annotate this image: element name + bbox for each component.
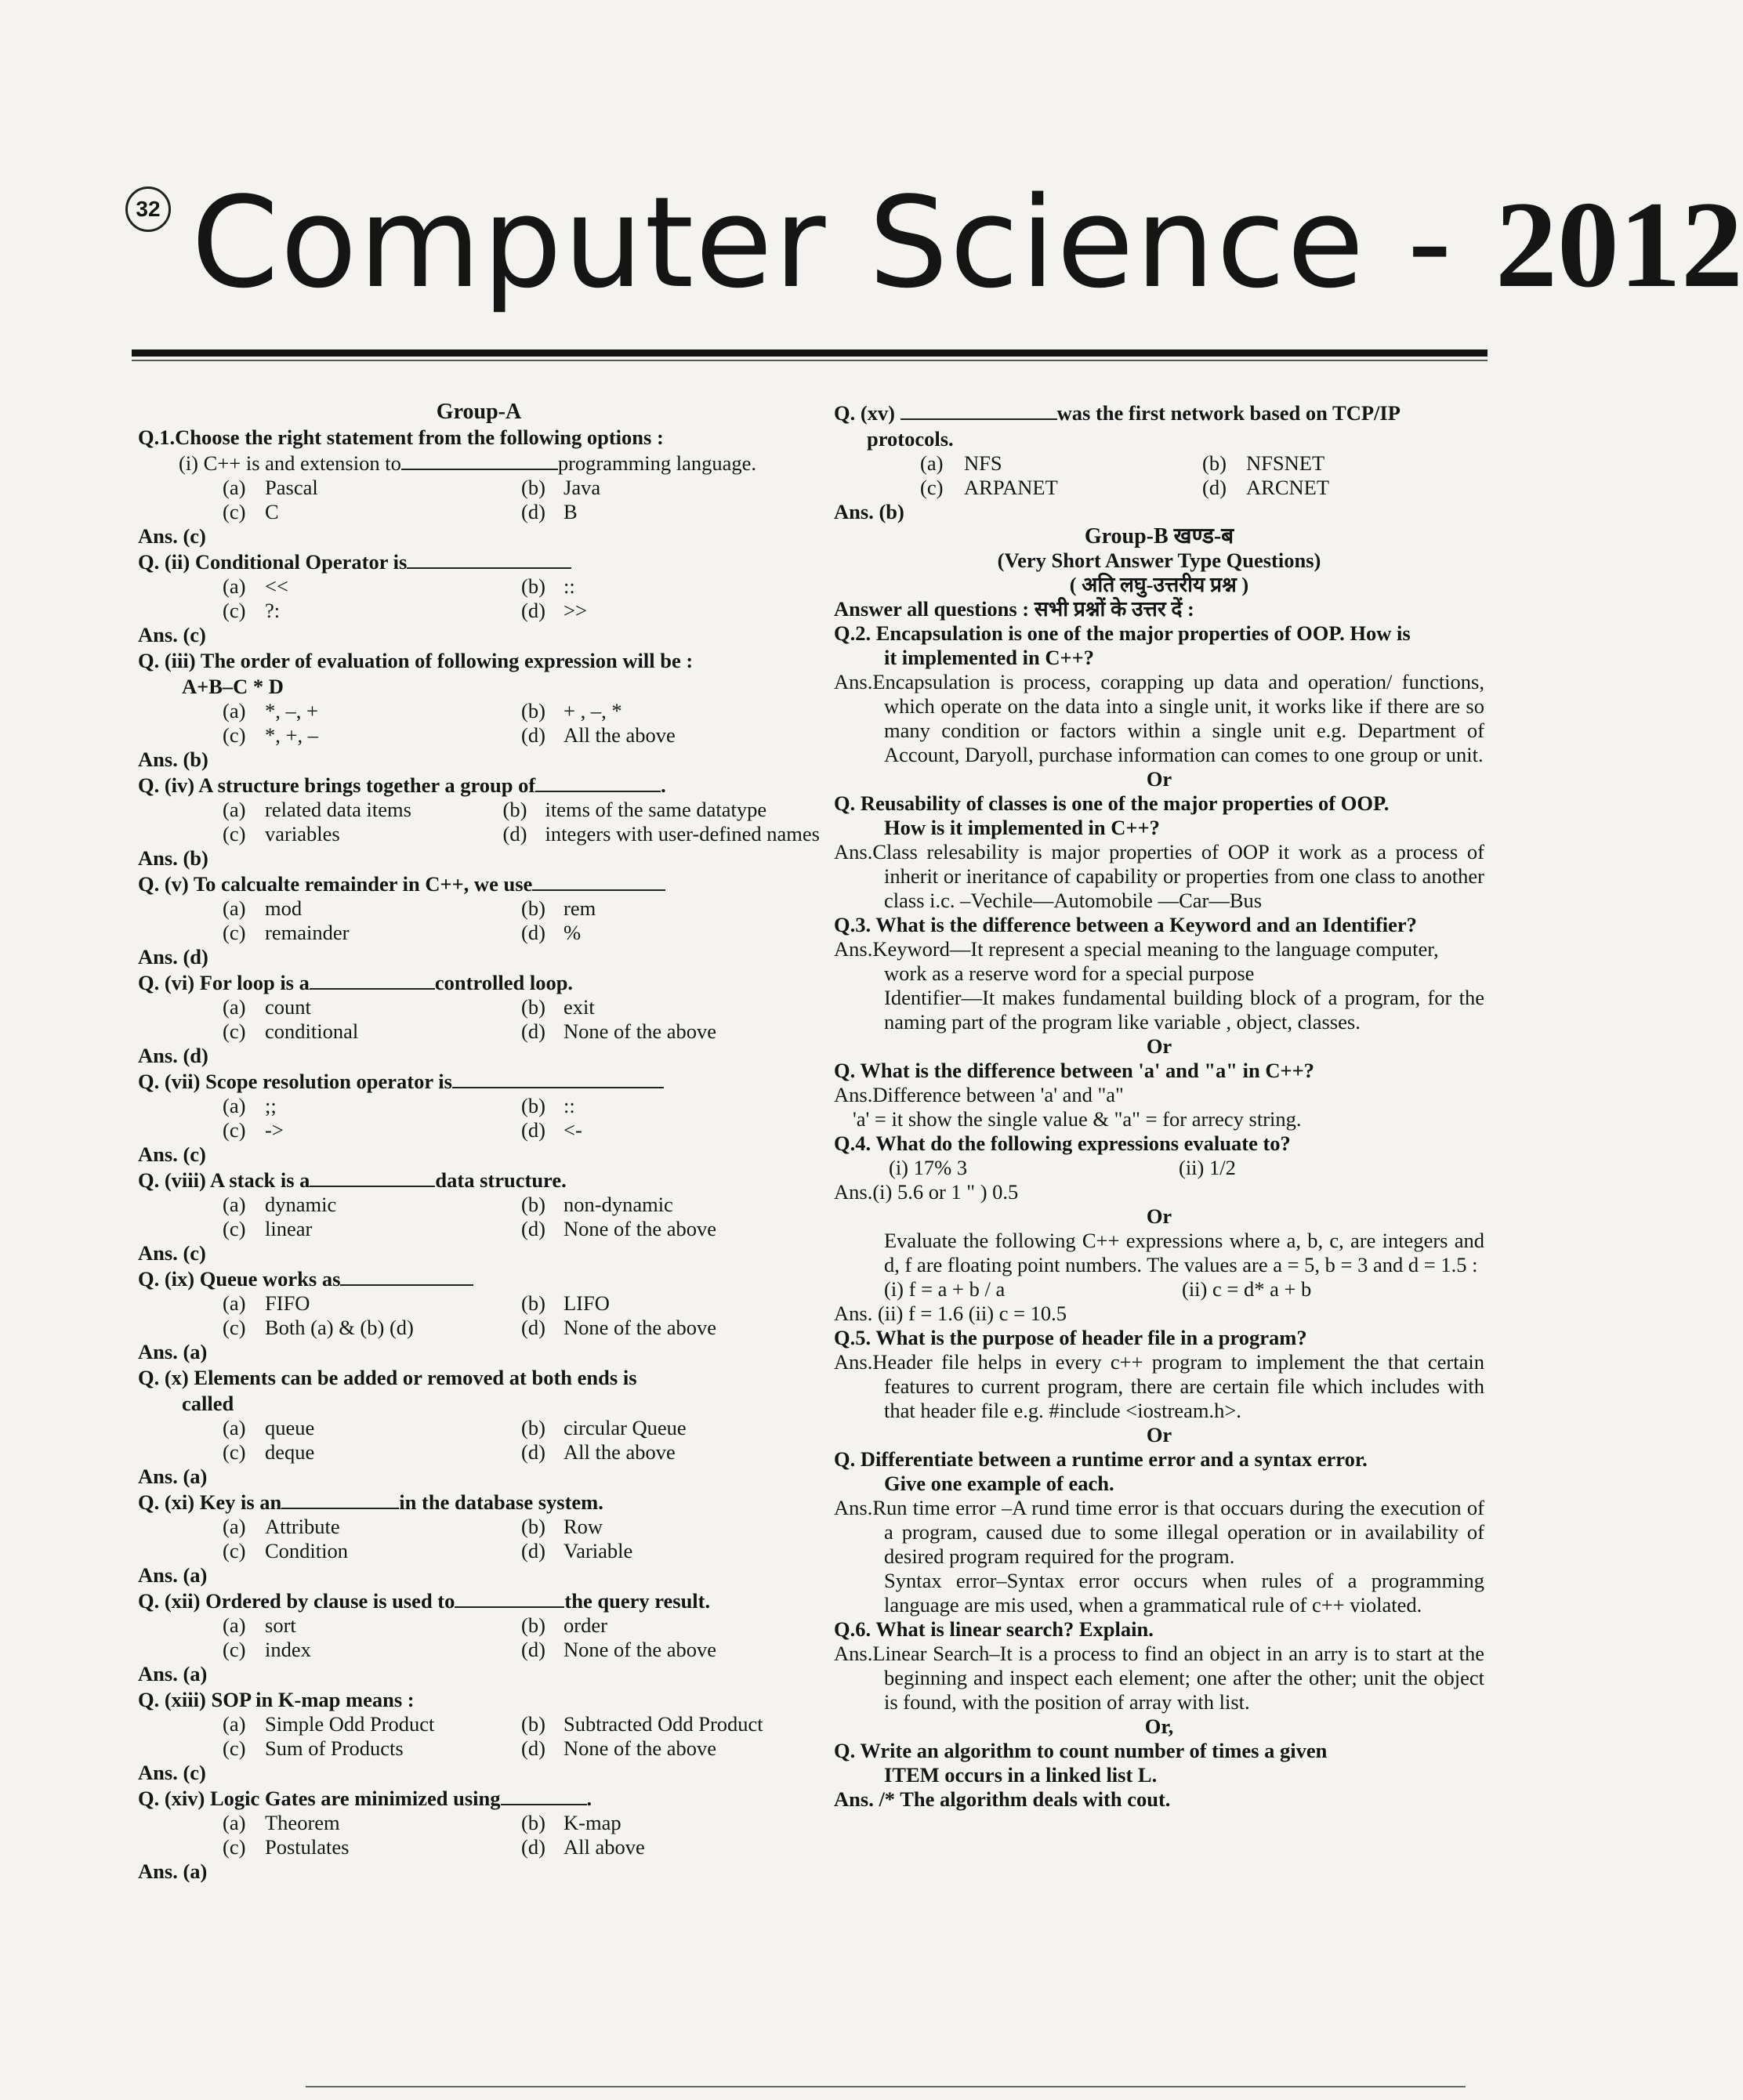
option-a: mod (265, 896, 303, 920)
question-line (138, 550, 820, 574)
option-d: <- (563, 1118, 582, 1142)
question-text-end: programming language. (557, 451, 756, 475)
options-grid (138, 1613, 820, 1662)
option-label: (b) (521, 574, 545, 598)
option-label: (a) (223, 574, 246, 598)
option-label: (a) (223, 1094, 246, 1117)
or-divider: Or (1146, 767, 1172, 791)
question-text-end: the query result. (564, 1589, 711, 1613)
option-b: non-dynamic (563, 1193, 673, 1216)
option-b: order (563, 1613, 607, 1637)
q2-line1: Q.2. Encapsulation is one of the major properties of OOP. How is (834, 621, 1411, 645)
option-label: (c) (223, 1440, 246, 1464)
answer-blank (455, 1589, 564, 1608)
options-grid (138, 574, 820, 623)
option-d: All the above (563, 1440, 676, 1464)
q2b (834, 791, 1484, 840)
a4b: Ans. (ii) f = 1.6 (ii) c = 10.5 (834, 1302, 1067, 1325)
option-c: deque (265, 1440, 315, 1464)
q2b-line2: How is it implemented in C++? (884, 816, 1160, 839)
q4b-parts (834, 1277, 1484, 1302)
option-a: *, –, + (265, 699, 318, 722)
option-label: (b) (521, 1094, 545, 1117)
option-label: (d) (521, 1638, 545, 1661)
question-number: Q. (x) (138, 1366, 189, 1389)
q2b-line1: Q. Reusability of classes is one of the major properties of OOP. (834, 791, 1390, 815)
question-line (138, 1366, 820, 1390)
option-b: Java (563, 476, 601, 499)
options-grid (138, 1712, 820, 1761)
option-label: (b) (521, 1416, 545, 1439)
option-label: (d) (521, 1835, 545, 1859)
option-c: ?: (265, 599, 281, 622)
question-number: Q. (xiv) (138, 1787, 205, 1810)
answer-blank (452, 1070, 664, 1088)
option-label: (c) (223, 921, 246, 944)
q15-text: was the first network based on TCP/IP (1056, 401, 1401, 425)
answer: Ans. (c) (138, 1142, 206, 1166)
option-c: Sum of Products (265, 1736, 404, 1760)
options-grid (138, 1811, 820, 1859)
option-c: -> (265, 1118, 284, 1142)
q3b: Q. What is the difference between 'a' and "a" in C++? (834, 1059, 1314, 1082)
q4-parts (834, 1156, 1484, 1180)
question-text: Queue works as (199, 1267, 341, 1291)
question-text-end: data structure. (435, 1168, 567, 1192)
option-c: Condition (265, 1539, 349, 1562)
a6: Ans.Linear Search–It is a process to find an object in an arry is to start at the beginning and inspect each element; one after the other; unit the object is found, with the position of array with list. (834, 1642, 1484, 1714)
option-label: (a) (223, 896, 246, 920)
question-line2: called (182, 1392, 234, 1415)
question-number: Q. (ix) (138, 1267, 195, 1291)
options-grid (138, 1094, 820, 1142)
q4-part-i: (i) 17% 3 (889, 1156, 968, 1179)
options-grid (138, 1193, 820, 1241)
a3-line1: Ans.Keyword—It represent a special meaning to the language computer, (834, 937, 1439, 961)
option-c: Both (a) & (b) (d) (265, 1316, 414, 1339)
option-d: All above (563, 1835, 645, 1859)
q6b-line1: Q. Write an algorithm to count number of times a given (834, 1739, 1328, 1762)
q6b-line2: ITEM occurs in a linked list L. (884, 1763, 1158, 1787)
option-label: (d) (521, 1019, 545, 1043)
question-text: For loop is a (199, 971, 310, 994)
answer-blank (535, 773, 661, 792)
option-d: None of the above (563, 1736, 716, 1760)
q2 (834, 621, 1484, 670)
option-a: << (265, 574, 288, 598)
q15-options (834, 451, 1484, 500)
option-label: (b) (502, 798, 527, 821)
options-grid (138, 896, 820, 945)
q5b-line1: Q. Differentiate between a runtime error and a syntax error. (834, 1447, 1368, 1471)
option-c: *, +, – (265, 723, 318, 747)
option-label: (a) (223, 1193, 246, 1216)
q15-blank (900, 401, 1057, 420)
options-grid (138, 1416, 820, 1465)
option-label: (a) (223, 995, 246, 1019)
option-label: (a) (223, 1613, 246, 1637)
a2: Ans.Encapsulation is process, corapping up data and operation/ functions, which operate on the data into a single unit, it works like if there are so many condition or factors within a single unit e.g. Department of Account, Daryoll, purchase information can comes to one group or unit. (834, 670, 1484, 766)
option-label: (a) (223, 476, 246, 499)
answer-all: Answer all questions : सभी प्रश्नों के उत्तर दें : (834, 597, 1194, 621)
options-grid (138, 995, 820, 1044)
question-line (138, 773, 820, 798)
option-c: ARPANET (964, 476, 1058, 499)
q5b (834, 1447, 1484, 1496)
answer: Ans. (a) (138, 1859, 208, 1883)
q4b-part-ii: (ii) c = d* a + b (1182, 1277, 1312, 1301)
option-b: circular Queue (563, 1416, 687, 1439)
question-line (138, 1070, 820, 1094)
option-label: (c) (223, 500, 246, 523)
option-b: rem (563, 896, 596, 920)
option-d: None of the above (563, 1217, 716, 1240)
q4: Q.4. What do the following expressions evaluate to? (834, 1131, 1291, 1155)
option-c: C (265, 500, 279, 523)
option-label: (b) (521, 1811, 545, 1834)
question-line (138, 1688, 820, 1712)
option-b: + , –, * (563, 699, 622, 722)
a5b-runtime: Ans.Run time error –A rund time error is that occuars during the execution of a program, caused due to some illegal operation or in availability of desired program required for the program. (834, 1496, 1484, 1568)
option-label: (c) (223, 1316, 246, 1339)
answer-blank (407, 550, 571, 569)
q4-part-ii: (ii) 1/2 (1179, 1156, 1236, 1179)
right-column (834, 400, 1484, 1812)
option-a: related data items (265, 798, 411, 821)
question-number: Q. (xii) (138, 1589, 201, 1613)
question-line (138, 1267, 820, 1291)
option-label: (c) (920, 476, 944, 499)
answer-blank (340, 1267, 473, 1286)
answer: Ans. (a) (138, 1465, 208, 1488)
option-d: ARCNET (1246, 476, 1329, 499)
q2-line2: it implemented in C++? (884, 646, 1094, 669)
or-divider: Or (1146, 1034, 1172, 1058)
question-text: Scope resolution operator is (205, 1070, 452, 1093)
q15-number: Q. (xv) (834, 401, 896, 425)
option-label: (c) (223, 1019, 246, 1043)
option-label: (b) (521, 1291, 545, 1315)
a6b: Ans. /* The algorithm deals with cout. (834, 1787, 1171, 1811)
question-line (138, 1787, 820, 1811)
option-label: (c) (223, 723, 246, 747)
mcq-question (138, 550, 820, 647)
option-label: (b) (521, 1193, 545, 1216)
question-text: Logic Gates are minimized using (210, 1787, 501, 1810)
question-text-end: controlled loop. (434, 971, 574, 994)
option-b: NFSNET (1246, 451, 1325, 475)
option-a: dynamic (265, 1193, 337, 1216)
option-label: (b) (1202, 451, 1227, 475)
option-d: None of the above (563, 1019, 716, 1043)
option-a: Pascal (265, 476, 318, 499)
question-number: Q. (xiii) (138, 1688, 206, 1711)
option-label: (a) (223, 1811, 246, 1834)
question-line (138, 1168, 820, 1193)
option-b: K-map (563, 1811, 621, 1834)
options-grid (138, 476, 820, 524)
question-text: A structure brings together a group of (198, 773, 536, 797)
question-number: Q. (vi) (138, 971, 195, 994)
option-label: (c) (223, 822, 246, 845)
group-b-hindi: ( अति लघु-उत्तरीय प्रश्न ) (1069, 573, 1249, 596)
title-subject: Computer Science - (191, 169, 1495, 316)
option-label: (a) (223, 1291, 246, 1315)
answer-blank (401, 451, 558, 470)
option-label: (c) (223, 1539, 246, 1562)
option-label: (b) (521, 476, 545, 499)
option-c: Postulates (265, 1835, 350, 1859)
option-label: (a) (223, 699, 246, 722)
option-d: All the above (563, 723, 676, 747)
mcq-question (138, 1070, 820, 1167)
option-label: (b) (521, 896, 545, 920)
question-text-end: in the database system. (399, 1490, 603, 1514)
q4b-part-i: (i) f = a + b / a (884, 1277, 1006, 1301)
header-rule (132, 349, 1488, 357)
mcq-question (138, 1366, 820, 1489)
answer: Ans. (b) (138, 846, 208, 870)
question-text: Conditional Operator is (194, 550, 408, 574)
option-a: ;; (265, 1094, 277, 1117)
mcq-question (138, 872, 820, 969)
answer: Ans. (c) (138, 1761, 206, 1784)
option-label: (d) (521, 921, 545, 944)
left-column (138, 400, 820, 1884)
q6b (834, 1739, 1484, 1787)
q4b: Evaluate the following C++ expressions where a, b, c, are integers and d, f are floating point numbers. The values are a = 5, b = 3 and d = 1.5 : (884, 1229, 1484, 1276)
question-number: Q. (ii) (138, 550, 190, 574)
option-c: index (265, 1638, 311, 1661)
question-line (138, 1490, 820, 1515)
mcq-question (138, 1589, 820, 1686)
q6: Q.6. What is linear search? Explain. (834, 1617, 1154, 1641)
option-label: (a) (223, 798, 246, 821)
question-text: Elements can be added or removed at both ends is (194, 1366, 637, 1389)
header-rule-thin (132, 360, 1488, 361)
answer-blank (281, 1490, 399, 1509)
option-d: Variable (563, 1539, 633, 1562)
option-label: (c) (223, 1638, 246, 1661)
question-text: Key is an (199, 1490, 282, 1514)
a5: Ans.Header file helps in every c++ program to implement the that certain features to current program, there are certain file which includes with that header file e.g. #include <iostream.h>. (834, 1350, 1484, 1422)
question-number: Q. (viii) (138, 1168, 206, 1192)
answer: Ans. (b) (138, 748, 208, 771)
mcq-question (138, 1267, 820, 1364)
option-label: (d) (1202, 476, 1227, 499)
option-label: (a) (223, 1712, 246, 1736)
question-number: Q. (iv) (138, 773, 195, 797)
question-line (138, 971, 820, 995)
answer-blank (310, 1168, 435, 1187)
option-a: sort (265, 1613, 296, 1637)
question-line (138, 1589, 820, 1613)
a2b: Ans.Class relesability is major properties of OOP it work as a process of inherit or ineritance of capability or properties from one class to another class i.c. –Vechile—Automobile —Car—Bus (834, 840, 1484, 912)
option-d: B (563, 500, 578, 523)
answer: Ans. (c) (138, 1241, 206, 1265)
option-c: variables (265, 822, 340, 845)
answer: Ans. (c) (138, 623, 206, 646)
a3-line2: work as a reserve word for a special purpose (884, 961, 1255, 985)
page-title (191, 169, 1743, 316)
q15-line2: protocols. (867, 427, 954, 451)
option-b: :: (563, 1094, 575, 1117)
option-b: Subtracted Odd Product (563, 1712, 763, 1736)
option-label: (b) (521, 1712, 545, 1736)
option-a: count (265, 995, 311, 1019)
answer: Ans. (d) (138, 945, 208, 969)
option-label: (d) (521, 1217, 545, 1240)
q3: Q.3. What is the difference between a Keyword and an Identifier? (834, 913, 1417, 936)
group-b-subheading: (Very Short Answer Type Questions) (997, 549, 1321, 572)
option-a: NFS (964, 451, 1002, 475)
mcq-question (138, 1168, 820, 1265)
option-a: Theorem (265, 1811, 340, 1834)
question-line (138, 649, 820, 673)
option-label: (b) (521, 1515, 545, 1538)
or-divider: Or (1146, 1204, 1172, 1228)
or-divider: Or (1146, 1423, 1172, 1446)
question-number: Q. (v) (138, 872, 189, 896)
option-d: None of the above (563, 1316, 716, 1339)
mcq-question (138, 1688, 820, 1785)
question-line2: A+B–C * D (182, 675, 284, 698)
group-a-heading: Group-A (436, 400, 522, 424)
option-label: (b) (521, 1613, 545, 1637)
option-c: conditional (265, 1019, 359, 1043)
option-label: (a) (920, 451, 944, 475)
a4: Ans.(i) 5.6 or 1 " ) 0.5 (834, 1180, 1019, 1204)
question-number: Q. (vii) (138, 1070, 201, 1093)
a3-line3: Identifier—It makes fundamental building block of a program, for the naming part of the program like variable , object, classes. (884, 986, 1484, 1034)
answer: Ans. (a) (138, 1340, 208, 1363)
question-text: C++ is and extension to (203, 451, 401, 475)
option-label: (c) (223, 1736, 246, 1760)
question-text: The order of evaluation of following expression will be : (200, 649, 694, 672)
answer: Ans. (c) (138, 524, 206, 548)
option-b: exit (563, 995, 595, 1019)
option-label: (d) (521, 599, 545, 622)
option-b: Row (563, 1515, 603, 1538)
question-text: SOP in K-map means : (211, 1688, 415, 1711)
a3b-line1: Ans.Difference between 'a' and "a" (834, 1083, 1124, 1106)
options-grid (138, 798, 820, 846)
answer: Ans. (a) (138, 1662, 208, 1685)
q15-answer: Ans. (b) (834, 500, 904, 523)
options-grid (138, 1515, 820, 1563)
answer: Ans. (d) (138, 1044, 208, 1067)
option-label: (d) (521, 500, 545, 523)
question-text-end: . (586, 1787, 592, 1810)
a5b-syntax: Syntax error–Syntax error occurs when rules of a programming language are mis used, when a grammatical rule of c++ violated. (884, 1569, 1484, 1617)
answer-blank (532, 872, 665, 891)
a3b-line2: 'a' = it show the single value & "a" = for arrecy string. (853, 1107, 1302, 1131)
option-label: (a) (223, 1416, 246, 1439)
mcq-question (138, 649, 820, 772)
options-grid (138, 1291, 820, 1340)
question-text-end: . (661, 773, 666, 797)
option-a: Simple Odd Product (265, 1712, 435, 1736)
answer-blank (501, 1787, 587, 1805)
title-year: 2012 (1495, 176, 1743, 313)
option-c: remainder (265, 921, 350, 944)
question-text: To calcualte remainder in C++, we use (193, 872, 533, 896)
option-b: :: (563, 574, 575, 598)
option-d: None of the above (563, 1638, 716, 1661)
question-number: Q. (xi) (138, 1490, 195, 1514)
question-text: Ordered by clause is used to (205, 1589, 455, 1613)
option-label: (c) (223, 1118, 246, 1142)
q5: Q.5. What is the purpose of header file in a program? (834, 1326, 1307, 1349)
option-label: (d) (521, 1539, 545, 1562)
group-b-heading: Group-B खण्ड-ब (1084, 524, 1234, 549)
option-b: LIFO (563, 1291, 610, 1315)
question-number: (i) (179, 451, 199, 475)
or-divider: Or, (1144, 1714, 1174, 1738)
answer-blank (310, 971, 435, 990)
footer-rule (306, 2086, 1466, 2087)
option-a: Attribute (265, 1515, 340, 1538)
option-label: (b) (521, 995, 545, 1019)
option-b: items of the same datatype (545, 798, 767, 821)
option-label: (a) (223, 1515, 246, 1538)
option-label: (c) (223, 1217, 246, 1240)
mcq-question (138, 451, 820, 549)
option-a: queue (265, 1416, 315, 1439)
option-label: (d) (521, 1316, 545, 1339)
option-d: >> (563, 599, 587, 622)
mcq-list (138, 451, 820, 1884)
mcq-question (138, 971, 820, 1068)
mcq-question (138, 773, 820, 871)
q5b-line2: Give one example of each. (884, 1472, 1114, 1495)
option-label: (b) (521, 699, 545, 722)
option-label: (d) (502, 822, 527, 845)
mcq-question (138, 1787, 820, 1884)
question-text: A stack is a (210, 1168, 310, 1192)
option-label: (c) (223, 1835, 246, 1859)
option-label: (c) (223, 599, 246, 622)
q15 (834, 401, 1484, 425)
option-d: integers with user-defined names (545, 822, 820, 845)
mcq-question (138, 1490, 820, 1588)
q1-instruction: Q.1.Choose the right statement from the following options : (138, 425, 664, 449)
page-number: 32 (125, 186, 171, 232)
option-label: (d) (521, 723, 545, 747)
option-d: % (563, 921, 582, 944)
option-c: linear (265, 1217, 313, 1240)
options-grid (138, 699, 820, 748)
question-number: Q. (iii) (138, 649, 196, 672)
option-label: (d) (521, 1736, 545, 1760)
question-line (138, 872, 820, 896)
answer: Ans. (a) (138, 1563, 208, 1587)
option-label: (d) (521, 1440, 545, 1464)
question-line (138, 451, 820, 476)
option-label: (d) (521, 1118, 545, 1142)
option-a: FIFO (265, 1291, 310, 1315)
